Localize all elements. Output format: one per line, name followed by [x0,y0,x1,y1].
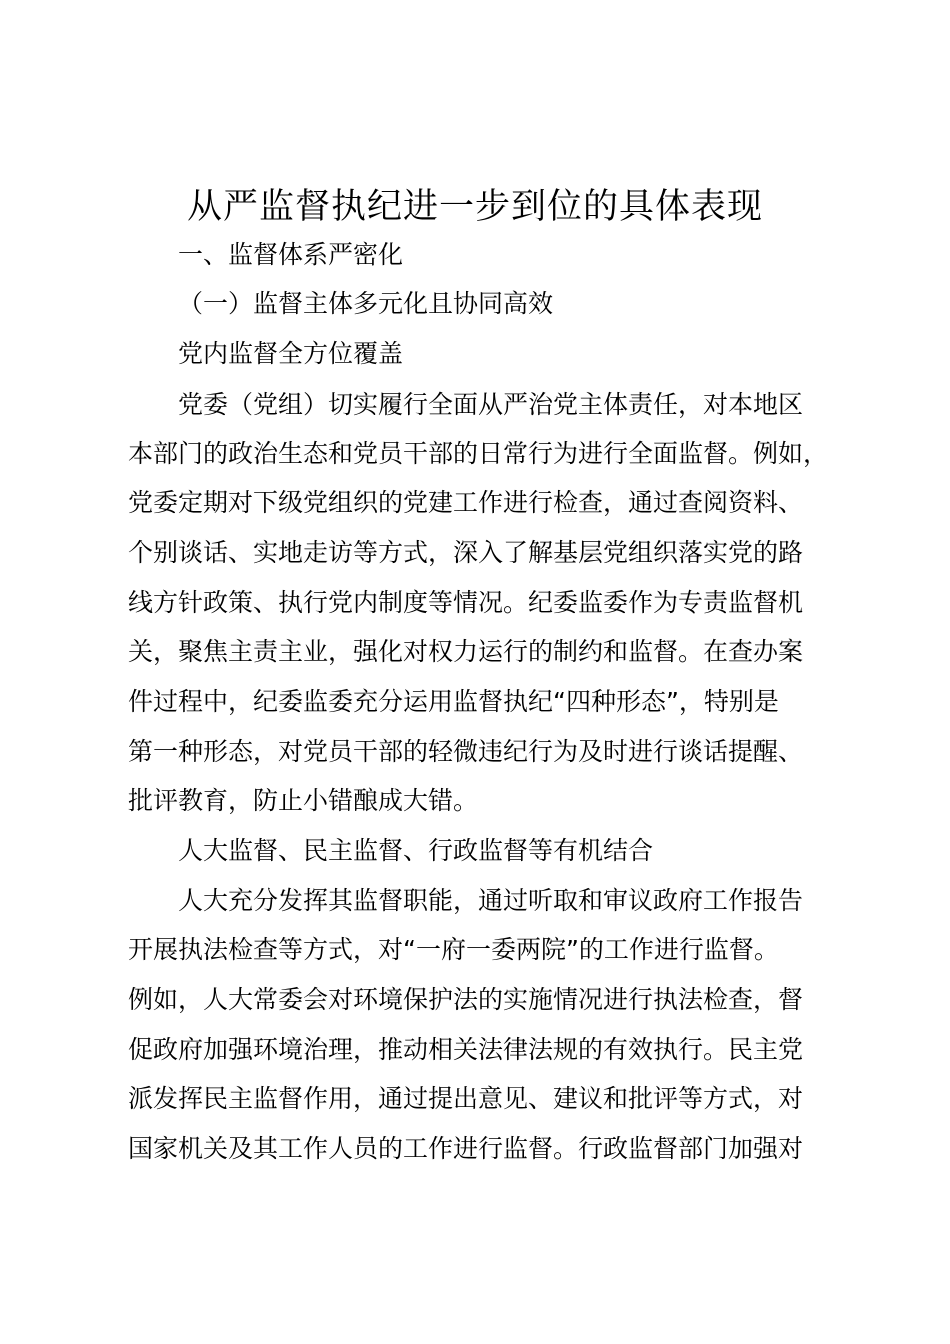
paragraph-line: 国家机关及其工作人员的工作进行监督。行政监督部门加强对 [128,1134,804,1163]
subheading-party-supervision: 党内监督全方位覆盖 [178,339,404,368]
paragraph-line: 派发挥民主监督作用，通过提出意见、建议和批评等方式，对 [128,1084,804,1113]
paragraph-line: 线方针政策、执行党内制度等情况。纪委监委作为专责监督机 [128,588,804,617]
paragraph-line: 例如，人大常委会对环境保护法的实施情况进行执法检查，督 [128,985,804,1014]
heading-level-2: （一）监督主体多元化且协同高效 [178,289,554,318]
paragraph-line: 第一种形态，对党员干部的轻微违纪行为及时进行谈话提醒、 [128,737,804,766]
paragraph-line: 关，聚焦主责主业，强化对权力运行的制约和监督。在查办案 [128,637,804,666]
paragraph-line: 个别谈话、实地走访等方式，深入了解基层党组织落实党的路 [128,538,804,567]
paragraph-line: 党委（党组）切实履行全面从严治党主体责任，对本地区 [178,390,804,419]
paragraph-line: 件过程中，纪委监委充分运用监督执纪“四种形态”，特别是 [128,687,779,716]
paragraph-line: 促政府加强环境治理，推动相关法律法规的有效执行。民主党 [128,1035,804,1064]
subheading-combined-supervision: 人大监督、民主监督、行政监督等有机结合 [178,836,654,865]
heading-level-1: 一、监督体系严密化 [178,240,404,269]
paragraph-line: 党委定期对下级党组织的党建工作进行检查，通过查阅资料、 [128,488,804,517]
paragraph-line: 开展执法检查等方式，对“一府一委两院”的工作进行监督。 [128,935,779,964]
document-title: 从严监督执纪进一步到位的具体表现 [186,187,763,227]
paragraph-line: 批评教育，防止小错酿成大错。 [128,786,479,815]
paragraph-line: 本部门的政治生态和党员干部的日常行为进行全面监督。例如， [128,439,829,468]
paragraph-line: 人大充分发挥其监督职能，通过听取和审议政府工作报告 [178,886,804,915]
